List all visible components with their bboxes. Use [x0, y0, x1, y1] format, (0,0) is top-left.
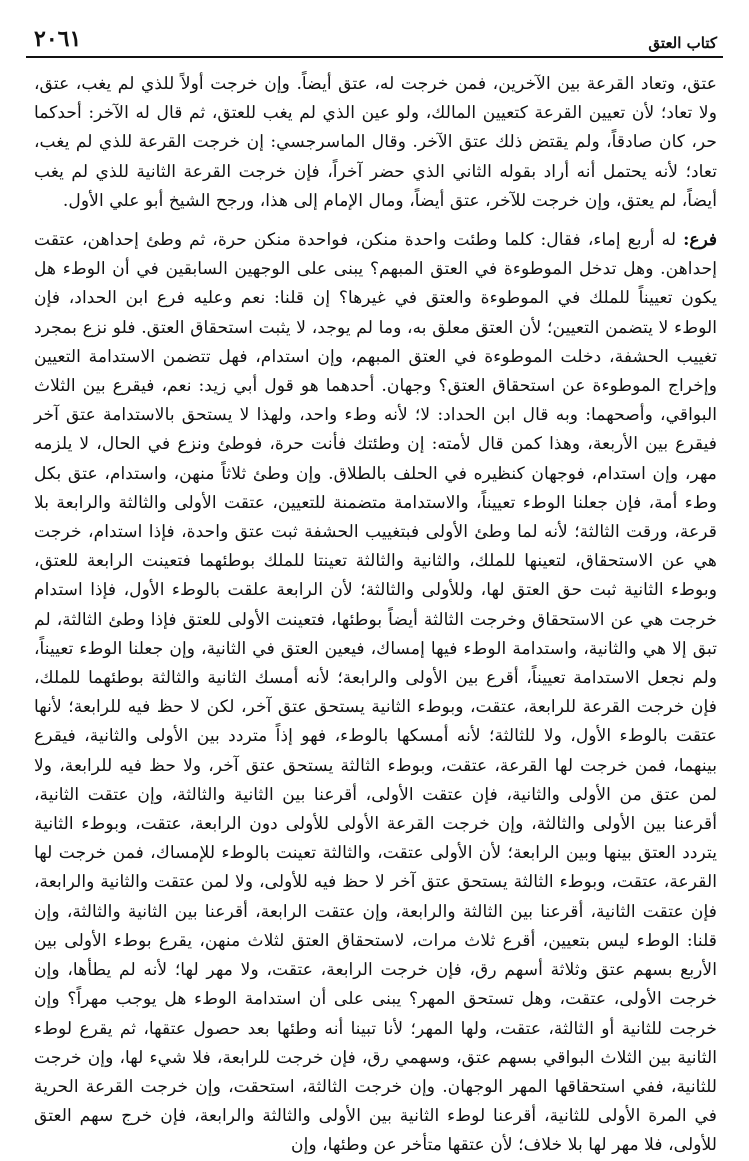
page-body — [26, 58, 723, 1161]
paragraph-2 — [34, 226, 717, 1161]
far-label: فرع: — [683, 230, 717, 251]
paragraph-2-text: له أربع إماء، فقال: كلما وطئت واحدة منكن، فواحدة منكن حرة، ثم وطئ إحداهن، عتقت إحداهن. وهل تدخل الموطوءة في العتق المبهم؟ يبنى على الوجهين السابقين في أن الوطء هل يكون تعييناً للملك في الموطوءة والعتق في غيرها؟ إن قلنا: نعم وعليه فرع ابن الحداد، فإن الوطء لا يتضمن التعيين؛ لأن العتق معلق به، وما لم يوجد، لا يثبت استحقاق العتق. فلو نزع بمجرد تغييب الحشفة، دخلت الموطوءة في العتق المبهم، وإن استدام، فهل تتضمن الاستدامة التعيين وإخراج الموطوءة عن استحقاق العتق؟ وجهان. أحدهما هو قول أبي زيد: نعم، فيقرع بين الثلاث البواقي، وأصحهما: وبه قال ابن الحداد: لا؛ لأنه وطء واحد، ولهذا لا يستحق بالاستدامة عتق آخر فيقرع بين الأربعة، وهذا كمن قال لأمته: إن وطئتك فأنت حرة، فوطئ ونزع في الحال، لا يلزمه مهر، وإن استدام، فوجهان كنظيره في الحلف بالطلاق. وإن وطئ ثلاثاً منهن، واستدام، عتق بكل وطء أمة، فإن جعلنا الوطء تعييناً، والاستدامة متضمنة للتعيين، عتقت الأولى والثالثة والرابعة بلا قرعة، ورقت الثالثة؛ لأنه لما وطئ الأولى فبتغييب الحشفة ثبت عتق واحدة، فإذا استدام، خرجت هي عن الاستحقاق، لتعينها للملك، والثانية والثالثة تعينتا للملك بوطئهما فتعينت الرابعة للعتق، وبوطء الثانية ثبت حق العتق لها، وللأولى والثالثة؛ لأن الرابعة علقت بالوطء الأول، فإذا استدام خرجت هي عن الاستحقاق وخرجت الثالثة أيضاً بوطئها، فتعينت الأولى للعتق فإذا وطئ الثالثة، لم تبق إلا هي والثانية، واستدامة الوطء فيها إمساك، فيعين العتق في الثانية، وإن جعلنا الوطء تعييناً، ولم نجعل الاستدامة تعييناً، أقرع بين الأولى والرابعة؛ لأنه أمسك الثانية والثالثة بوطئهما للملك، فإن خرجت القرعة للرابعة، عتقت، وبوطء الثانية يستحق عتق آخر، لكن لا حظ فيه للرابعة؛ لأنها عتقت بالوطء الأول، ولا للثالثة؛ لأنه أمسكها بالوطء، فهو إذاً متردد بين الأولى والثانية، فيقرع بينهما، فمن خرجت لها القرعة، عتقت، وبوطء الثالثة يستحق عتق آخر، ولا حظ فيه للرابعة، ولا لمن عتق من الأولى والثانية، فإن عتقت الأولى، أقرعنا بين الثانية والثالثة، وإن عتقت الثانية، أقرعنا بين الأولى والثالثة، وإن خرجت القرعة الأولى للأولى دون الرابعة، عتقت، وبوطء الثانية يتردد العتق بينها وبين الرابعة؛ لأن الأولى عتقت، والثالثة تعينت بالوطء للإمساك، فمن خرجت لها القرعة، عتقت، وبوطء الثالثة يستحق عتق آخر لا حظ فيه للأولى، ولا لمن عتقت والثانية والرابعة، فإن عتقت الثانية، أقرعنا بين الثالثة والرابعة، وإن عتقت الرابعة، أقرعنا بين الثانية والثالثة، وإن قلنا: الوطء ليس بتعيين، أقرع ثلاث مرات، لاستحقاق العتق لثلاث منهن، يقرع بوطء الأولى بين الأربع بسهم عتق وثلاثة أسهم رق، فإن خرجت الرابعة، عتقت، ولا مهر لها؛ لأنه لم يطأها، وإن خرجت الأولى، عتقت، وهل تستحق المهر؟ يبنى على أن استدامة الوطء هل يوجب مهراً؟ وإن خرجت للثانية أو الثالثة، عتقت، ولها المهر؛ لأنا تبينا أنه وطئها بعد حصول عتقها، ثم يقرع لوطء الثانية بين الثلاث البواقي بسهم عتق، وسهمي رق، فإن خرجت للرابعة، فلا شيء لها، وإن خرجت للثانية، ففي استحقاقها المهر الوجهان. وإن خرجت الثالثة، استحقت، وإن خرجت القرعة الحرية في المرة الأولى للثانية، أقرعنا لوطء الثانية بين الأولى والثالثة والرابعة، فإن خرج سهم العتق للأولى، فلا مهر لها بلا خلاف؛ لأن عتقها متأخر عن وطئها، وإن — [34, 230, 717, 1156]
running-title: كتاب العتق — [648, 34, 717, 52]
page-header — [26, 28, 723, 58]
page-number: ٢٠٦١ — [34, 26, 82, 52]
paragraph-1: عتق، وتعاد القرعة بين الآخرين، فمن خرجت له، عتق أيضاً. وإن خرجت أولاً للذي لم يغب، عتق، ولا تعاد؛ لأن تعيين القرعة كتعيين المالك، ولو عين الذي لم يغب للعتق، ثم قال له الآخر: أحدكما حر، كان صادقاً، ولم يقتض ذلك عتق الآخر. وقال الماسرجسي: إن خرجت القرعة للذي لم يغب، تعاد؛ لأنه يحتمل أنه أراد بقوله الثاني الذي حضر آخراً، فإن خرجت القرعة الثانية للذي لم يغب أيضاً، لم يعتق، وإن خرجت للآخر، عتق أيضاً، ومال الإمام إلى هذا، ورجح الشيخ أبو علي الأول. — [34, 74, 717, 211]
